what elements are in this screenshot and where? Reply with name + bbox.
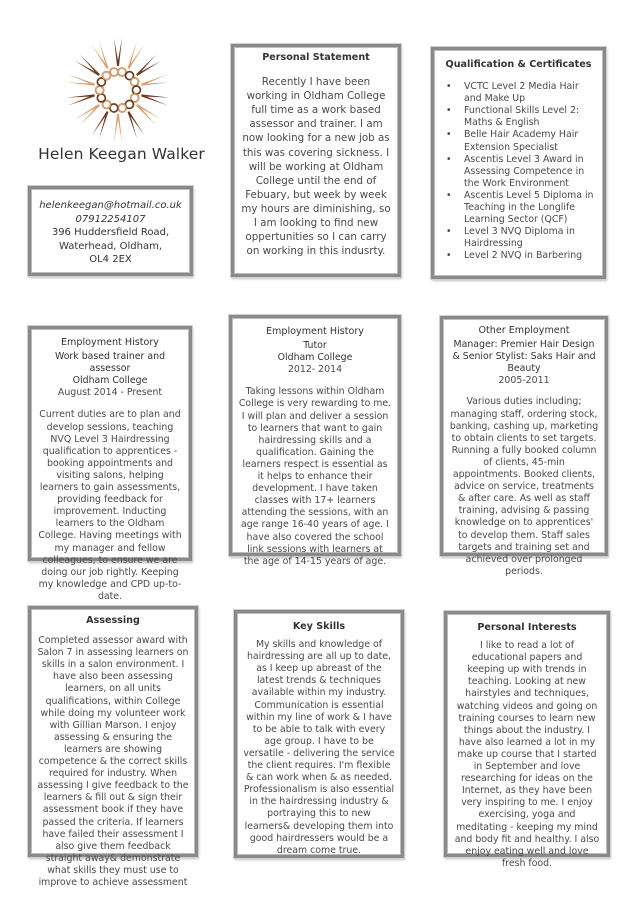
email-link[interactable]: helenkeegan@hotmail.co.uk <box>39 200 182 211</box>
scissors-icon <box>66 85 107 109</box>
employment-role: Tutor <box>303 340 327 352</box>
qualifications-list <box>440 81 597 262</box>
personal-statement-title: Personal Statement <box>262 52 370 63</box>
qualification-item: • Level 3 NVQ Diploma in Hairdressing <box>464 226 597 250</box>
other-employment-role: Manager: Premier Hair Design & Senior Stylist: Saks Hair and Beauty <box>452 339 596 375</box>
qualifications-title: Qualification & Certificates <box>445 59 592 70</box>
other-employment-dates: 2005-2011 <box>498 375 550 387</box>
employment-description: Current duties are to plan and develop sessions, teaching NVQ Level 3 Hairdressing qualification to apprentices - booking appointments and visiting salons, helping learners to gain assessments, providing feedback for improvement. Inducting learners to the Oldham College. Having meetings with my manager and fellow colleagues, to ensure we are doing our job rightly. Keeping my knowledge and CPD up-to-date. <box>38 409 182 602</box>
personal-interests-title: Personal Interests <box>477 622 577 633</box>
qualification-item: • Belle Hair Academy Hair Extension Specialist <box>464 129 597 153</box>
qualification-item: • Functional Skills Level 2: Maths & English <box>464 105 597 129</box>
postcode: OL4 2EX <box>89 254 132 266</box>
qualification-item: • Level 2 NVQ in Barbering <box>464 250 597 262</box>
qualifications-box <box>431 47 606 279</box>
address-line-2: Waterhead, Oldham, <box>58 240 163 252</box>
key-skills-title: Key Skills <box>292 621 346 632</box>
qualification-item: • VCTC Level 2 Media Hair and Make Up <box>464 81 597 105</box>
personal-statement-text: Recently I have been working in Oldham College full time as a work based assessor and trainer. I am now looking for a new job as this was covering sickness. I will be working at Oldham College until the end of Febuary, but week by week my hours are diminishing, so I am looking to find new oppertunities so I can carry on working in this indusrty. <box>241 76 391 258</box>
person-name: Helen Keegan Walker <box>38 145 205 163</box>
key-skills-text: My skills and knowledge of hairdressing are all up to date, as I keep up abreast of the latest trends & techniques available within my industry. Communication is essential within my line of work & I have to be able to talk with every age group. I have to be versatile - delivering the service the client requires. I'm flexible & can work when & as needed. Professionalism is also essential in the hairdressing industry & portraying this to new learners& developing them into good hairdressers would be a dream come true. <box>243 639 395 856</box>
scissors-icon <box>66 71 107 95</box>
scissors-icon <box>130 71 171 95</box>
scissors-icon <box>117 40 148 81</box>
other-employment-box <box>440 316 608 577</box>
employment-employer: Oldham College <box>277 352 353 364</box>
employment-history-box-2 <box>229 315 401 567</box>
qualification-item: • Ascentis Level 3 Award in Assessing Competence in the Work Environment <box>464 154 597 190</box>
key-skills-box <box>234 610 404 858</box>
scissors-icon <box>117 99 148 140</box>
employment-dates: August 2014 - Present <box>57 387 163 399</box>
employment-history-title: Employment History <box>266 326 364 337</box>
address-line-1: 396 Huddersfield Road, <box>51 227 170 239</box>
qualification-item: • Ascentis Level 5 Diploma in Teaching in the Longlife Learning Sector (QCF) <box>464 190 597 226</box>
personal-interests-text: I like to read a lot of educational papers and keeping up with trends in teaching. Looking at new hairstyles and techniques, watching videos and going on training courses to learn new things about the industry. I have also learned a lot in my make up course that I started in September and love researching for ideas on the Internet, as they have been very inspiring to me. I enjoy exercising, yoga and meditating - keeping my mind and body fit and healthy. I also enjoy eating well and love fresh food. <box>454 640 600 869</box>
scissors-icon <box>72 51 112 87</box>
personal-statement-box <box>231 44 401 277</box>
other-employment-description: Various duties including; managing staff, ordering stock, banking, cashing up, marketing to obtain clients to set targets. Running a fully booked column of clients, 45-min appointments. Booked clients, advice on service, treatments & after care. As well as staff training, advising & passing knowledge on to apprentices' to develop them. Staff sales targets and training set and achieved over prolonged periods. <box>449 396 599 577</box>
assessing-box <box>28 606 198 888</box>
employment-employer: Oldham College <box>72 375 148 387</box>
contact-box <box>28 186 193 276</box>
phone-number: 07912254107 <box>75 213 146 225</box>
other-employment-title: Other Employment <box>478 325 570 336</box>
employment-description: Taking lessons within Oldham College is very rewarding to me. I will plan and deliver a session to learners that want to gain hairdressing skills and a qualification. Gaining the learners respect is essential as it helps to enhance their development. I have taken classes with 17+ learners attending the sessions, with an age range 16-40 years of age. I have also covered the school link sessions with learners at the age of 14-15 years of age. <box>238 386 392 567</box>
scissors-icon <box>88 40 119 81</box>
employment-history-box-1 <box>28 326 192 602</box>
scissors-icon <box>130 85 171 109</box>
assessing-text: Completed assessor award with Salon 7 in assessing learners on skills in a salon environment. I have also been assessing learners, on all units qualifications, within College while doing my volunteer work with Gillian Marson. I enjoy assessing & ensuring the learners are showing competence & the correct skills required for industry. When assessing I give feedback to the learners & fill out & sign their assessment book if they have passed the criteria. If learners have failed their assessment I also give them feedback straight away& demonstrate what skills they must use to improve to achieve assessment <box>37 635 189 888</box>
scissors-icon <box>124 92 164 128</box>
assessing-title: Assessing <box>86 615 140 626</box>
personal-interests-box <box>444 611 610 869</box>
employment-dates: 2012- 2014 <box>287 364 343 376</box>
employment-history-title: Employment History <box>61 337 159 348</box>
scissors-icon <box>88 99 119 140</box>
employment-role: Work based trainer and assessor <box>54 351 166 375</box>
